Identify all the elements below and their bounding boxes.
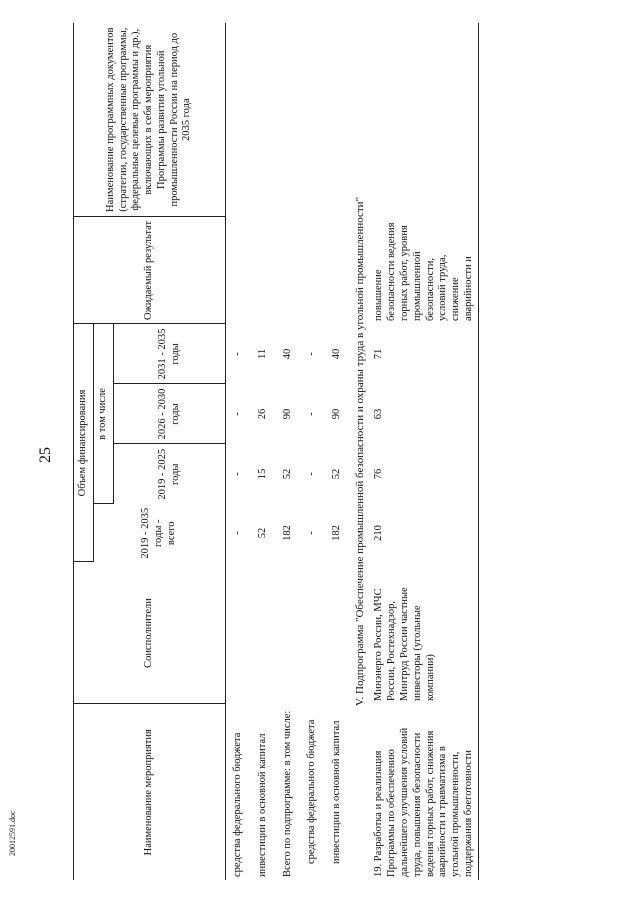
row-result [276,217,301,324]
table-row [300,23,325,880]
row-2031-2035: - [232,352,243,356]
row19-total: 210 [371,504,478,562]
row19-name: 19. Разработка и реализация Программы по обеспечению дальнейшего улучшения условий труда, повышения безопасности ведения горных работ, снижения аварийности и травматизма в угольной промышленности, поддержания боеготовности [371,704,478,880]
row-executors [251,562,276,704]
row-executors [276,562,301,704]
row-program-documents [251,23,276,217]
header-2019-2025: 2019 - 2025 годы [114,444,226,504]
header-including: в том числе [94,324,114,504]
row-name: инвестиции в основной капитал [256,733,268,877]
financing-table [73,23,479,880]
row-2019-2025: - [232,472,243,476]
table-row [276,23,301,880]
row-executors [226,562,251,704]
header-total-2019-2035: 2019 - 2035 годы - всего [94,504,226,562]
header-events: Наименование мероприятия [74,704,226,880]
header-2026-2030: 2026 - 2030 годы [114,384,226,444]
row-result [325,217,350,324]
row-2026-2030: 90 [331,408,343,420]
row19-2026-2030: 63 [371,384,478,444]
header-executors: Соисполнители [74,562,226,704]
row-name: инвестиции в основной капитал [331,720,343,864]
row-result [226,217,251,324]
row-total: - [232,531,243,535]
row-2019-2025: 15 [256,468,268,480]
page-number: 25 [37,447,54,463]
row-name: средства федерального бюджета [232,732,243,877]
row-program-documents [325,23,350,217]
row-2019-2025: 52 [281,468,293,480]
row-name: средства федерального бюджета [306,719,318,864]
row-2019-2025: 52 [331,468,343,480]
row-total: - [306,531,318,535]
row-program-documents [276,23,301,217]
row-program-documents [226,23,251,217]
row19-executors: Минэнерго России, МЧС России, Ростехнадзор, Минтруд России частные инвесторы (угольные компании) [371,562,478,704]
header-program-documents: Наименование программных документов (стратегии, государственные программы, федеральные целевые программы и др.), включающих в себя мероприятия Программы развития угольной промышленности России на период до 2035 года [74,23,226,217]
row-2031-2035: - [306,352,318,356]
section-title-row [350,23,371,880]
row-executors [325,562,350,704]
table-row [226,23,251,880]
row-2031-2035: 40 [281,348,293,360]
row-total: 52 [256,527,268,539]
row-total: 182 [331,525,343,541]
row-2026-2030: 90 [281,408,293,420]
row-2031-2035: 11 [256,348,268,360]
header-2031-2035: 2031 - 2035 годы [114,324,226,384]
row-total: 182 [281,525,293,541]
header-result: Ожидаемый результат [74,217,226,324]
financing-table-sheet [73,23,593,880]
row-2031-2035: 40 [331,348,343,360]
row-2019-2025: - [306,472,318,476]
row-executors [300,562,325,704]
row19-2031-2035: 71 [371,324,478,384]
table-row [251,23,276,880]
table-row-19 [371,23,478,880]
row19-result: повышение безопасности ведения горных работ, уровня промышленной безопасности, условий труда, снижение аварийности и [371,217,478,324]
row19-program-documents [371,23,478,217]
row19-2019-2025: 76 [371,444,478,504]
row-2026-2030: - [306,412,318,416]
row-name: Всего по подпрограмме: в том числе: [281,710,293,877]
header-financing: Объем финансирования [74,324,94,562]
table-body [226,23,479,880]
row-2026-2030: 26 [256,408,268,420]
row-2026-2030: - [232,412,243,416]
section-title: V. Подпрограмма "Обеспечение промышленной безопасности и охраны труда в угольной промышленности" [353,196,366,707]
row-result [251,217,276,324]
table-row [325,23,350,880]
document-code: 20012591.doc [8,810,17,856]
row-program-documents [300,23,325,217]
row-result [300,217,325,324]
